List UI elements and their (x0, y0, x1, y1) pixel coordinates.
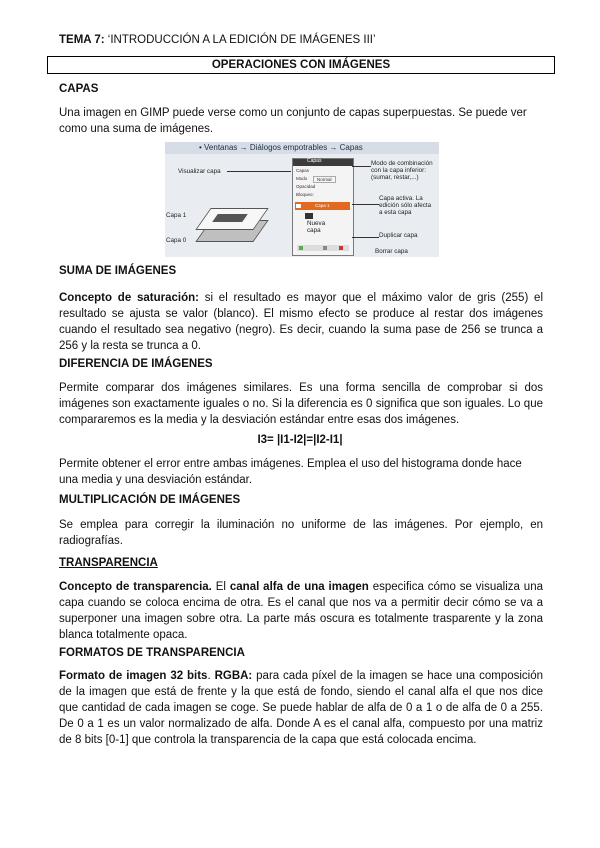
dialog-row-bloqueo: Bloqueo: (296, 192, 314, 197)
annotation-modo: Modo de combinación con la capa inferior: (sumar, restar,...) (371, 160, 433, 181)
difference-formula: I3= |I1-I2|=|I2-I1| (257, 434, 343, 446)
transparencia-mid: El (211, 581, 230, 593)
layer-thumbnail-icon (305, 213, 313, 219)
dialog-row-capas: Capas (296, 168, 310, 173)
transparencia-paragraph (59, 579, 543, 643)
annotation-visualizar: Visualizar capa (178, 168, 221, 175)
heading-formatos: FORMATOS DE TRANSPARENCIA (59, 647, 245, 659)
new-layer-icon[interactable] (299, 246, 303, 250)
delete-layer-icon[interactable] (339, 246, 343, 250)
duplicate-layer-icon[interactable] (323, 246, 327, 250)
capas-paragraph: Una imagen en GIMP puede verse como un conjunto de capas superpuestas. Se puede ver como una suma de imágenes. (59, 107, 527, 135)
transparencia-text: especifica cómo se visualiza una capa cuando se coloca encima de otra. Es el canal que nos va a permitir decir cómo se va a superponer una imagen sobre otra. La parte más oscura es totalmente trasparente y la zona blanca totalmente opaca. (59, 581, 543, 641)
layer-photo-graphic (212, 214, 248, 222)
heading-multiplicacion: MULTIPLICACIÓN DE IMÁGENES (59, 494, 241, 506)
formatos-sep: . (207, 670, 215, 682)
annotation-activa: Capa activa. La edición sólo afecta a esta capa (379, 195, 432, 216)
formatos-paragraph (59, 668, 543, 748)
diferencia-paragraph-2: Permite obtener el error entre ambas imágenes. Emplea el uso del histograma donde hace una media y una desviación estándar. (59, 458, 522, 486)
dialog-row-modo: Modo (296, 176, 308, 181)
transparencia-lead2: canal alfa de una imagen (229, 581, 369, 593)
dialog-title: Capas (307, 158, 322, 164)
header-topic: TEMA 7: (59, 34, 105, 46)
formatos-lead2: RGBA: (214, 670, 253, 682)
gimp-layers-figure (165, 142, 439, 257)
eye-icon[interactable] (296, 204, 301, 208)
page-header (59, 34, 376, 46)
heading-transparencia: TRANSPARENCIA (59, 557, 158, 569)
heading-suma: SUMA DE IMÁGENES (59, 265, 177, 277)
multiplicacion-paragraph: Se emplea para corregir la iluminación no uniforme de las imágenes. Por ejemplo, en radiografías. (59, 519, 543, 547)
arrow-visualizar (227, 171, 291, 172)
transparencia-lead: Concepto de transparencia. (59, 581, 212, 593)
dialog-titlebar (293, 159, 353, 166)
arrow-duplicar (352, 237, 379, 238)
suma-text: si el resultado es mayor que el máximo valor de gris (255) el resultado se ajusta se valor (blanco). El mismo efecto se produce al restar dos imágenes cuando el resultado sea negativo (negro). Es decir, cuando la suma pase de 256 se trunca a 256 y la resta se trunca a 0. (59, 292, 543, 352)
formatos-lead: Formato de imagen 32 bits (59, 670, 208, 682)
figure-menu-bar (165, 142, 439, 154)
suma-lead: Concepto de saturación: (59, 292, 199, 304)
mode-select[interactable]: Normal (313, 176, 336, 183)
arrow-modo (352, 166, 371, 167)
suma-paragraph (59, 290, 543, 354)
header-title: ‘INTRODUCCIÓN A LA EDICIÓN DE IMÁGENES III’ (104, 34, 376, 46)
arrow-activa (352, 204, 379, 205)
annotation-nueva: Nueva capa (307, 220, 326, 234)
diferencia-paragraph-1: Permite comparar dos imágenes similares. Es una forma sencilla de comprobar si dos imágenes son exactamente iguales o no. Si la diferencia es 0 significa que son iguales. Lo que compararemos es la media y la desviación estándar entre esas dos imágenes. (59, 382, 543, 426)
annotation-capa0: Capa 0 (166, 237, 187, 244)
formatos-text: para cada píxel de la imagen se hace una composición de la imagen que está de frente y la que está de fondo, siendo el canal alfa el que nos dice que cantidad de cada imagen se coge. Se puede hablar de alfa de 0 a 1 o de alfa de 0 a 255. De 0 a 1 es un valor normalizado de alfa. Donde A es el canal alfa, compuesto por una matriz de 8 bits [0-1] que controla la transparencia de la capa que está colocada encima. (59, 670, 544, 746)
section-box-title: OPERACIONES CON IMÁGENES (47, 56, 555, 74)
dialog-row-opacidad: Opacidad (296, 184, 316, 189)
active-layer-label: Capa 1 (315, 203, 330, 208)
heading-diferencia: DIFERENCIA DE IMÁGENES (59, 358, 213, 370)
annotation-duplicar: Duplicar capa (379, 232, 418, 239)
heading-capas: CAPAS (59, 83, 99, 95)
annotation-borrar: Borrar capa (375, 248, 408, 255)
layers-dialog (292, 158, 354, 256)
menu-path: • Ventanas → Diálogos empotrables → Capas (199, 143, 363, 152)
annotation-capa1: Capa 1 (166, 212, 187, 219)
